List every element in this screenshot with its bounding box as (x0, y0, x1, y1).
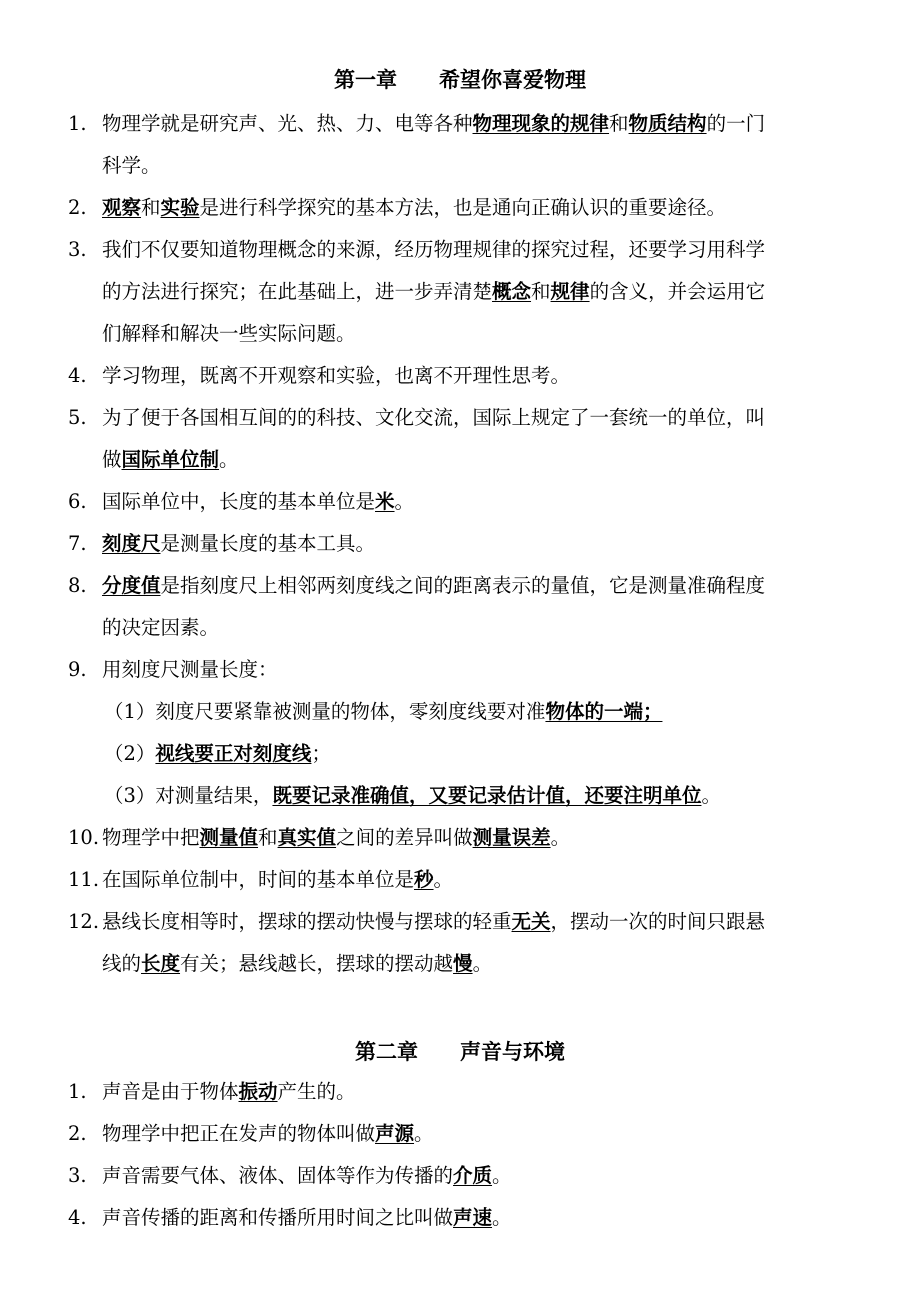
text: 。 (414, 1122, 434, 1145)
text: 为了便于各国相互间的的科技、文化交流，国际上规定了一套统一的单位，叫 (102, 406, 766, 429)
keyword: 真实值 (277, 826, 337, 849)
text: 是进行科学探究的基本方法，也是通向正确认识的重要途径。 (199, 196, 727, 219)
item-number: 4. (68, 1206, 87, 1229)
keyword: 无关 (511, 910, 551, 933)
item-number: 10. (68, 826, 100, 849)
item-number: 5. (68, 406, 87, 429)
item-number: 2. (68, 196, 87, 219)
sub-item (104, 775, 721, 817)
continuation-line: 的决定因素。 (102, 616, 220, 639)
keyword: 物理现象的规律 (472, 112, 610, 135)
keyword: 米 (375, 490, 395, 513)
list-item (68, 1197, 848, 1239)
list-item (68, 817, 848, 859)
text: 。 (492, 1206, 512, 1229)
text: 。 (219, 448, 239, 471)
text: 和 (609, 112, 629, 135)
keyword: 慢 (453, 952, 473, 975)
continuation-line: 科学。 (102, 154, 161, 177)
list-item (68, 1071, 848, 1113)
keyword: 观察 (102, 196, 142, 219)
item-number: 11. (68, 868, 100, 891)
keyword: 规律 (550, 280, 590, 303)
text: 。 (550, 826, 571, 849)
text: 是测量长度的基本工具。 (160, 532, 376, 555)
item-number: 9. (68, 658, 87, 681)
text: 声音传播的距离和传播所用时间之比叫做 (102, 1206, 454, 1229)
text: 做 (102, 448, 122, 471)
keyword: 国际单位制 (121, 448, 220, 471)
text: 。 (492, 1164, 512, 1187)
list-item (68, 565, 848, 607)
item-number: 8. (68, 574, 87, 597)
list-item (68, 355, 848, 397)
text: 用刻度尺测量长度： (102, 658, 278, 681)
keyword: 介质 (453, 1164, 493, 1187)
text: 物理学中把正在发声的物体叫做 (102, 1122, 376, 1145)
sub-item (104, 733, 331, 775)
text: 和 (258, 826, 278, 849)
list-item (68, 481, 848, 523)
list-item (68, 1113, 848, 1155)
text: 的含义，并会运用它 (589, 280, 766, 303)
text: 学习物理，既离不开观察和实验，也离不开理性思考。 (102, 364, 571, 387)
text: ，摆动一次的时间只跟悬 (550, 910, 766, 933)
text: 。 (394, 490, 415, 513)
keyword: 物质结构 (628, 112, 707, 135)
text: 和 (531, 280, 551, 303)
text: 在国际单位制中，时间的基本单位是 (102, 868, 415, 891)
keyword: 既要记录准确值，又要记录估计值，还要注明单位 (272, 784, 702, 807)
list-item (68, 103, 848, 145)
keyword: 物体的一端； (545, 700, 663, 723)
item-number: 3. (68, 1164, 87, 1187)
continuation-line (102, 439, 239, 481)
keyword: 分度值 (102, 574, 161, 597)
item-number: 1. (68, 112, 87, 135)
chapter2-title: 第二章 声音与环境 (355, 1040, 565, 1064)
item-number: 4. (68, 364, 87, 387)
sub-item-label: （1） (104, 700, 156, 723)
list-item (68, 649, 848, 691)
item-number: 2. (68, 1122, 87, 1145)
text: 声音需要气体、液体、固体等作为传播的 (102, 1164, 454, 1187)
item-number: 1. (68, 1080, 87, 1103)
list-item (68, 229, 848, 271)
text: 产生的。 (277, 1080, 356, 1103)
chapter1-title: 第一章 希望你喜爱物理 (334, 68, 586, 92)
continuation-line: 们解释和解决一些实际问题。 (102, 322, 356, 345)
text: ； (311, 742, 331, 765)
text: 是指刻度尺上相邻两刻度线之间的距离表示的量值，它是测量准确程度 (160, 574, 766, 597)
item-number: 12. (68, 910, 100, 933)
text: 物理学就是研究声、光、热、力、电等各种 (102, 112, 473, 135)
keyword: 测量值 (199, 826, 259, 849)
keyword: 概念 (492, 280, 532, 303)
text: 。 (472, 952, 493, 975)
list-item (68, 523, 848, 565)
item-number: 6. (68, 490, 87, 513)
list-item (68, 859, 848, 901)
keyword: 声源 (375, 1122, 415, 1145)
continuation-line (102, 271, 765, 313)
list-item (68, 901, 848, 943)
text: 刻度尺要紧靠被测量的物体，零刻度线要对准 (155, 700, 546, 723)
text: 和 (141, 196, 161, 219)
text: 我们不仅要知道物理概念的来源，经历物理规律的探究过程，还要学习用科学 (102, 238, 766, 261)
keyword: 测量误差 (472, 826, 551, 849)
text: 之间的差异叫做 (336, 826, 473, 849)
keyword: 实验 (160, 196, 200, 219)
keyword: 视线要正对刻度线 (155, 742, 312, 765)
text: 的方法进行探究；在此基础上，进一步弄清楚 (102, 280, 493, 303)
item-number: 3. (68, 238, 87, 261)
sub-item (104, 691, 662, 733)
list-item (68, 397, 848, 439)
continuation-line (102, 943, 492, 985)
text: 声音是由于物体 (102, 1080, 239, 1103)
list-item (68, 187, 848, 229)
text: 。 (701, 784, 721, 807)
text: 悬线长度相等时，摆球的摆动快慢与摆球的轻重 (102, 910, 512, 933)
text: 国际单位中，长度的基本单位是 (102, 490, 376, 513)
item-number: 7. (68, 532, 87, 555)
text: 。 (433, 868, 454, 891)
list-item (68, 1155, 848, 1197)
text: 有关；悬线越长，摆球的摆动越 (180, 952, 454, 975)
sub-item-label: （2） (104, 742, 156, 765)
keyword: 长度 (141, 952, 181, 975)
sub-item-label: （3） (104, 784, 156, 807)
text: 物理学中把 (102, 826, 200, 849)
text: 线的 (102, 952, 142, 975)
keyword: 声速 (453, 1206, 493, 1229)
text: 的一门 (706, 112, 766, 135)
keyword: 秒 (414, 868, 434, 891)
text: 对测量结果， (155, 784, 273, 807)
keyword: 刻度尺 (102, 532, 161, 555)
keyword: 振动 (238, 1080, 278, 1103)
